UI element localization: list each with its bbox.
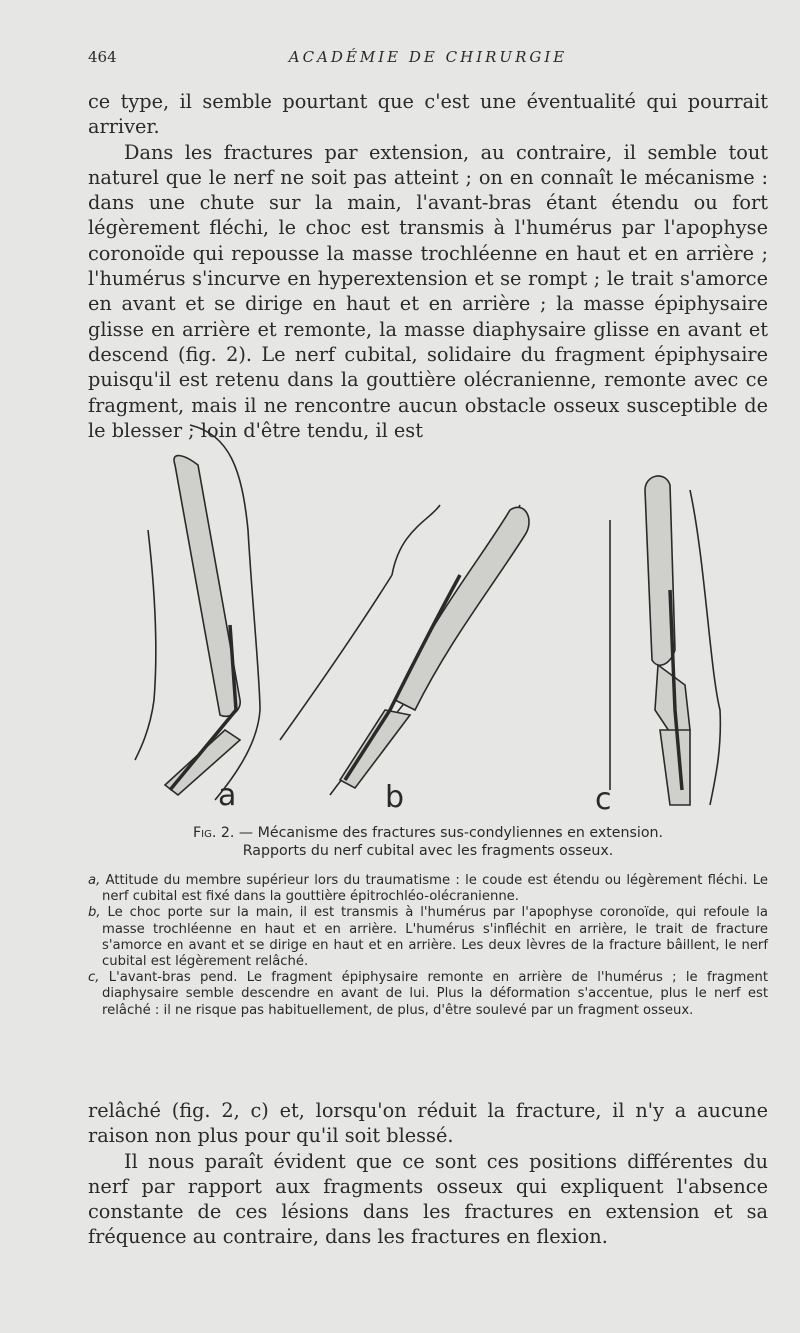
label-c: c <box>595 782 612 817</box>
page-header <box>88 48 768 72</box>
legend-letter: b, <box>88 905 101 921</box>
paragraph: ce type, il semble pourtant que c'est une éventualité qui pourrait arriver. <box>88 90 768 139</box>
figure-caption <box>88 824 768 861</box>
running-head: ACADÉMIE DE CHIRURGIE <box>288 48 568 66</box>
humerus-b-upper <box>392 505 440 575</box>
legend-text: Le choc porte sur la main, il est transmis à l'humérus par l'apophyse coronoïde, qui refoule la masse trochléenne en haut et en arrière. L'humérus s'infléchit en arrière, le trait de fracture s'amorce en avant et se dirige en haut et en arrière. Les deux lèvres de la fracture bâillent, le nerf cubital est légèrement relâché. <box>100 905 768 970</box>
caption-title: — Mécanisme des fractures sus-condyliennes en extension. <box>234 825 664 841</box>
arm-outline-b <box>280 575 392 740</box>
label-a: a <box>218 778 237 813</box>
caption-line-1 <box>88 824 768 842</box>
arm-outline-c-right <box>690 490 720 805</box>
caption-line-2: Rapports du nerf cubital avec les fragments osseux. <box>242 843 614 860</box>
elbow-fracture-illustration <box>130 410 770 820</box>
legend-item-a <box>88 873 768 905</box>
label-b: b <box>385 780 405 815</box>
forearm-b <box>340 710 410 788</box>
figure-2 <box>130 410 770 820</box>
paragraph: Il nous paraît évident que ce sont ces positions différentes du nerf par rapport aux fragments osseux qui expliquent l'absence constante de ces lésions dans les fractures en extension et sa fréquence au contraire, dans les fractures en flexion. <box>88 1149 768 1249</box>
caption-fig-label: Fig. 2. <box>192 825 235 841</box>
humerus-a <box>174 456 240 717</box>
legend-item-c <box>88 970 768 1019</box>
forearm-c <box>660 730 690 805</box>
page-number: 464 <box>88 48 117 66</box>
paragraph: Dans les fractures par extension, au contraire, il semble tout naturel que le nerf ne soit pas atteint ; on en connaît le mécanisme : dans une chute sur la main, l'avant-bras étant étendu ou fort légèrement fléchi, le choc est transmis à l'humérus par l'apophyse coronoïde qui repousse la masse trochléenne en haut et en arrière ; l'humérus s'incurve en hyperextension et se rompt ; le trait s'amorce en avant et se dirige en haut et en arrière ; la masse épiphysaire glisse en arrière et remonte, la masse diaphysaire glisse en avant et descend (fig. 2). Le nerf cubital, solidaire du fragment épiphysaire puisqu'il est retenu dans la gouttière olécranienne, remonte avec ce fragment, mais il ne rencontre aucun obstacle osseux susceptible de le blesser ; loin d'être tendu, il est <box>88 140 768 442</box>
arm-outline-a-inner <box>135 530 156 760</box>
legend-letter: a, <box>88 873 101 888</box>
legend-text: Attitude du membre supérieur lors du traumatisme : le coude est étendu ou légèrement fléchi. Le nerf cubital est fixé dans la gouttière épitrochléo-olécranienne. <box>100 873 768 905</box>
figure-legend <box>88 873 768 1019</box>
legend-item-b <box>88 905 768 970</box>
body-text-top <box>88 89 768 443</box>
paragraph: relâché (fig. 2, c) et, lorsqu'on réduit la fracture, il n'y a aucune raison non plus pour qu'il soit blessé. <box>88 1099 768 1148</box>
legend-text: L'avant-bras pend. Le fragment épiphysaire remonte en arrière de l'humérus ; le fragment diaphysaire semble descendre en avant de lui. Plus la déformation s'accentue, plus le nerf est relâché : il ne risque pas habituellement, de plus, d'être soulevé par un fragment osseux. <box>99 970 768 1018</box>
humerus-b <box>395 507 529 710</box>
legend-letter: c, <box>88 970 100 986</box>
body-text-bottom <box>88 1098 768 1250</box>
